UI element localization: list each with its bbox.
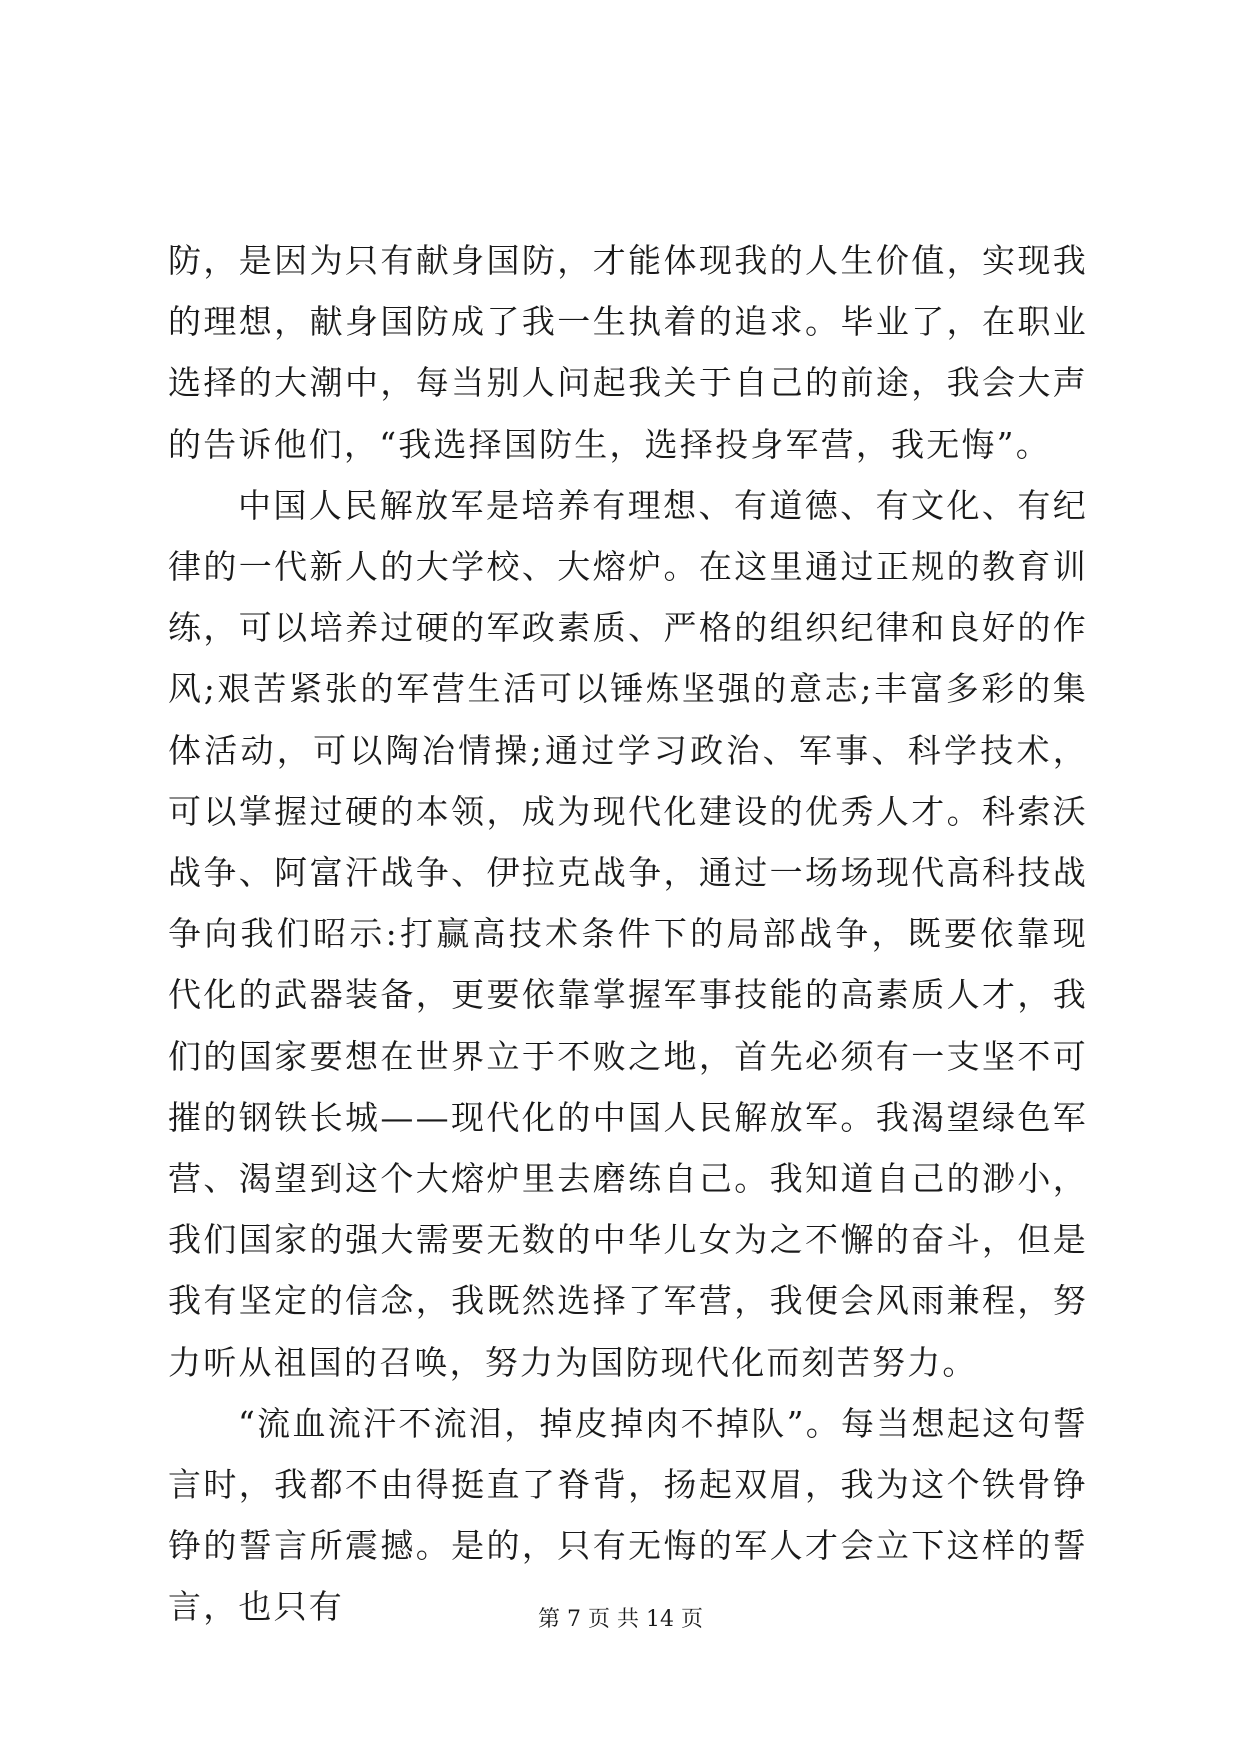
page-number-footer: 第 7 页 共 14 页: [538, 1607, 703, 1632]
paragraph-continuation: 防，是因为只有献身国防，才能体现我的人生价值，实现我的理想，献身国防成了我一生执着的追求。毕业了，在职业选择的大潮中，每当别人问起我关于自己的前途，我会大声的告诉他们，“我选择国防生，选择投身军营，我无悔”。: [168, 241, 1088, 464]
paragraph-pla-school: 中国人民解放军是培养有理想、有道德、有文化、有纪律的一代新人的大学校、大熔炉。在这里通过正规的教育训练，可以培养过硬的军政素质、严格的组织纪律和良好的作风;艰苦紧张的军营生活可以锤炼坚强的意志;丰富多彩的集体活动，可以陶冶情操;通过学习政治、军事、科学技术，可以掌握过硬的本领，成为现代化建设的优秀人才。科索沃战争、阿富汗战争、伊拉克战争，通过一场场现代高科技战争向我们昭示:打赢高技术条件下的局部战争，既要依靠现代化的武器装备，更要依靠掌握军事技能的高素质人才，我们的国家要想在世界立于不败之地，首先必须有一支坚不可摧的钢铁长城——现代化的中国人民解放军。我渴望绿色军营、渴望到这个大熔炉里去磨练自己。我知道自己的渺小，我们国家的强大需要无数的中华儿女为之不懈的奋斗，但是我有坚定的信念，我既然选择了军营，我便会风雨兼程，努力听从祖国的召唤，努力为国防现代化而刻苦努力。: [168, 485, 1088, 1382]
document-body: [168, 230, 1088, 1638]
paragraph-oath: “流血流汗不流泪，掉皮掉肉不掉队”。每当想起这句誓言时，我都不由得挺直了脊背，扬起双眉，我为这个铁骨铮铮的誓言所震撼。是的，只有无悔的军人才会立下这样的誓言，也只有: [168, 1403, 1088, 1627]
